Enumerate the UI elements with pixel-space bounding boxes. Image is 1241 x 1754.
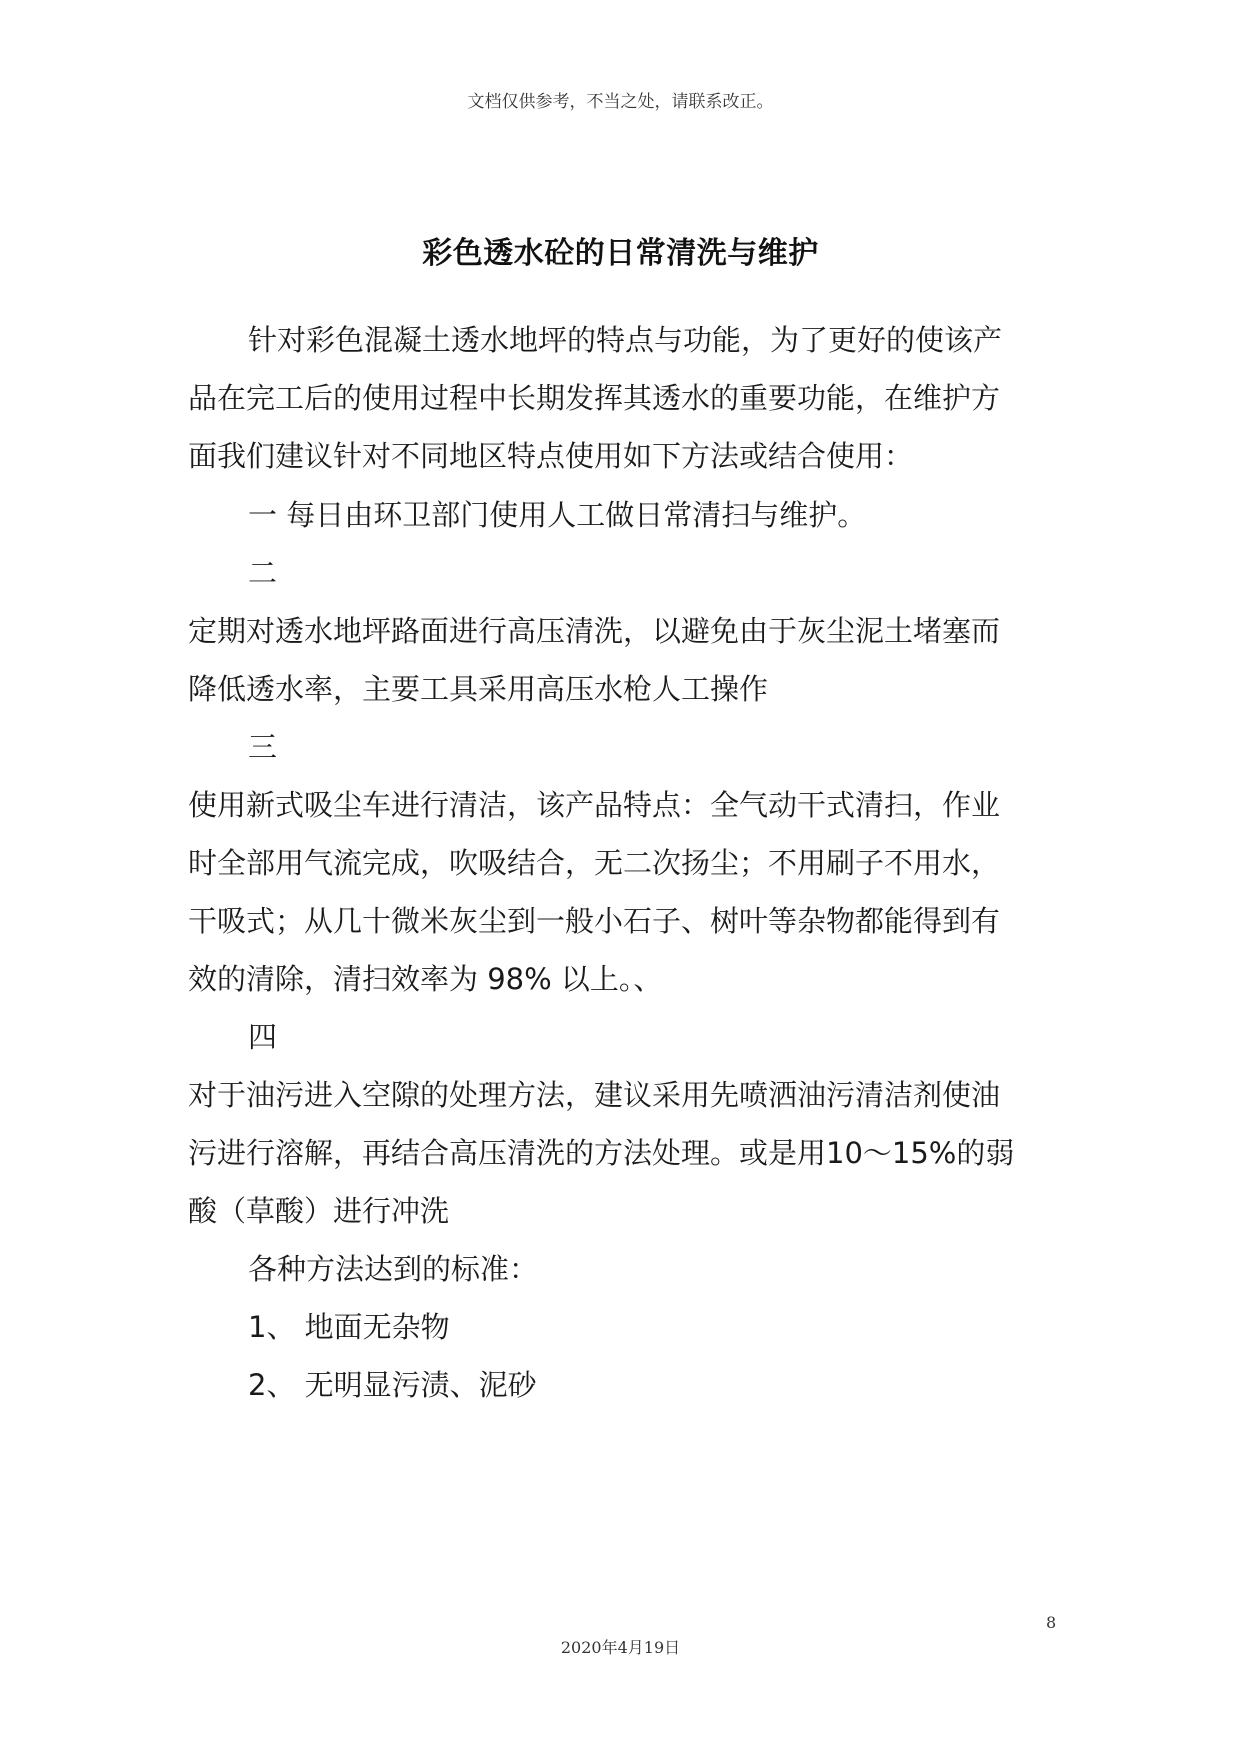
item-3-line-3: 干吸式；从几十微米灰尘到一般小石子、树叶等杂物都能得到有 [188, 904, 1001, 938]
page-number: 8 [1046, 1613, 1057, 1632]
item-4-line-1: 对于油污进入空隙的处理方法，建议采用先喷洒油污清洁剂使油 [188, 1078, 1001, 1112]
item-1: 一 每日由环卫部门使用人工做日常清扫与维护。 [248, 498, 867, 532]
item-3-line-1: 使用新式吸尘车进行清洁，该产品特点：全气动干式清扫，作业 [188, 788, 1001, 822]
standards-heading: 各种方法达到的标准： [248, 1252, 539, 1286]
item-2-line-2: 降低透水率，主要工具采用高压水枪人工操作 [188, 672, 769, 706]
intro-line-3: 面我们建议针对不同地区特点使用如下方法或结合使用： [188, 439, 914, 473]
standard-item-2: 2、 无明显污渍、泥砂 [248, 1368, 537, 1402]
intro-line-1: 针对彩色混凝土透水地坪的特点与功能，为了更好的使该产 [248, 323, 1003, 357]
footer-date: 2020年4月19日 [560, 1638, 681, 1657]
item-4-label: 四 [248, 1020, 278, 1054]
item-3-label: 三 [248, 730, 278, 764]
item-3-line-2: 时全部用气流完成，吹吸结合，无二次扬尘；不用刷子不用水， [188, 846, 1001, 880]
item-4-line-2: 污进行溶解，再结合高压清洗的方法处理。或是用10～15%的弱 [188, 1136, 1015, 1170]
item-2-label: 二 [248, 556, 278, 590]
header-note: 文档仅供参考，不当之处，请联系改正。 [467, 92, 774, 112]
standard-item-1: 1、 地面无杂物 [248, 1310, 450, 1344]
document-title: 彩色透水砼的日常清洗与维护 [422, 236, 819, 271]
item-2-line-1: 定期对透水地坪路面进行高压清洗，以避免由于灰尘泥土堵塞而 [188, 614, 1001, 648]
item-4-line-3: 酸（草酸）进行冲洗 [188, 1194, 450, 1228]
item-3-line-4: 效的清除，清扫效率为 98% 以上。、 [188, 962, 663, 996]
intro-line-2: 品在完工后的使用过程中长期发挥其透水的重要功能，在维护方 [188, 381, 1001, 415]
